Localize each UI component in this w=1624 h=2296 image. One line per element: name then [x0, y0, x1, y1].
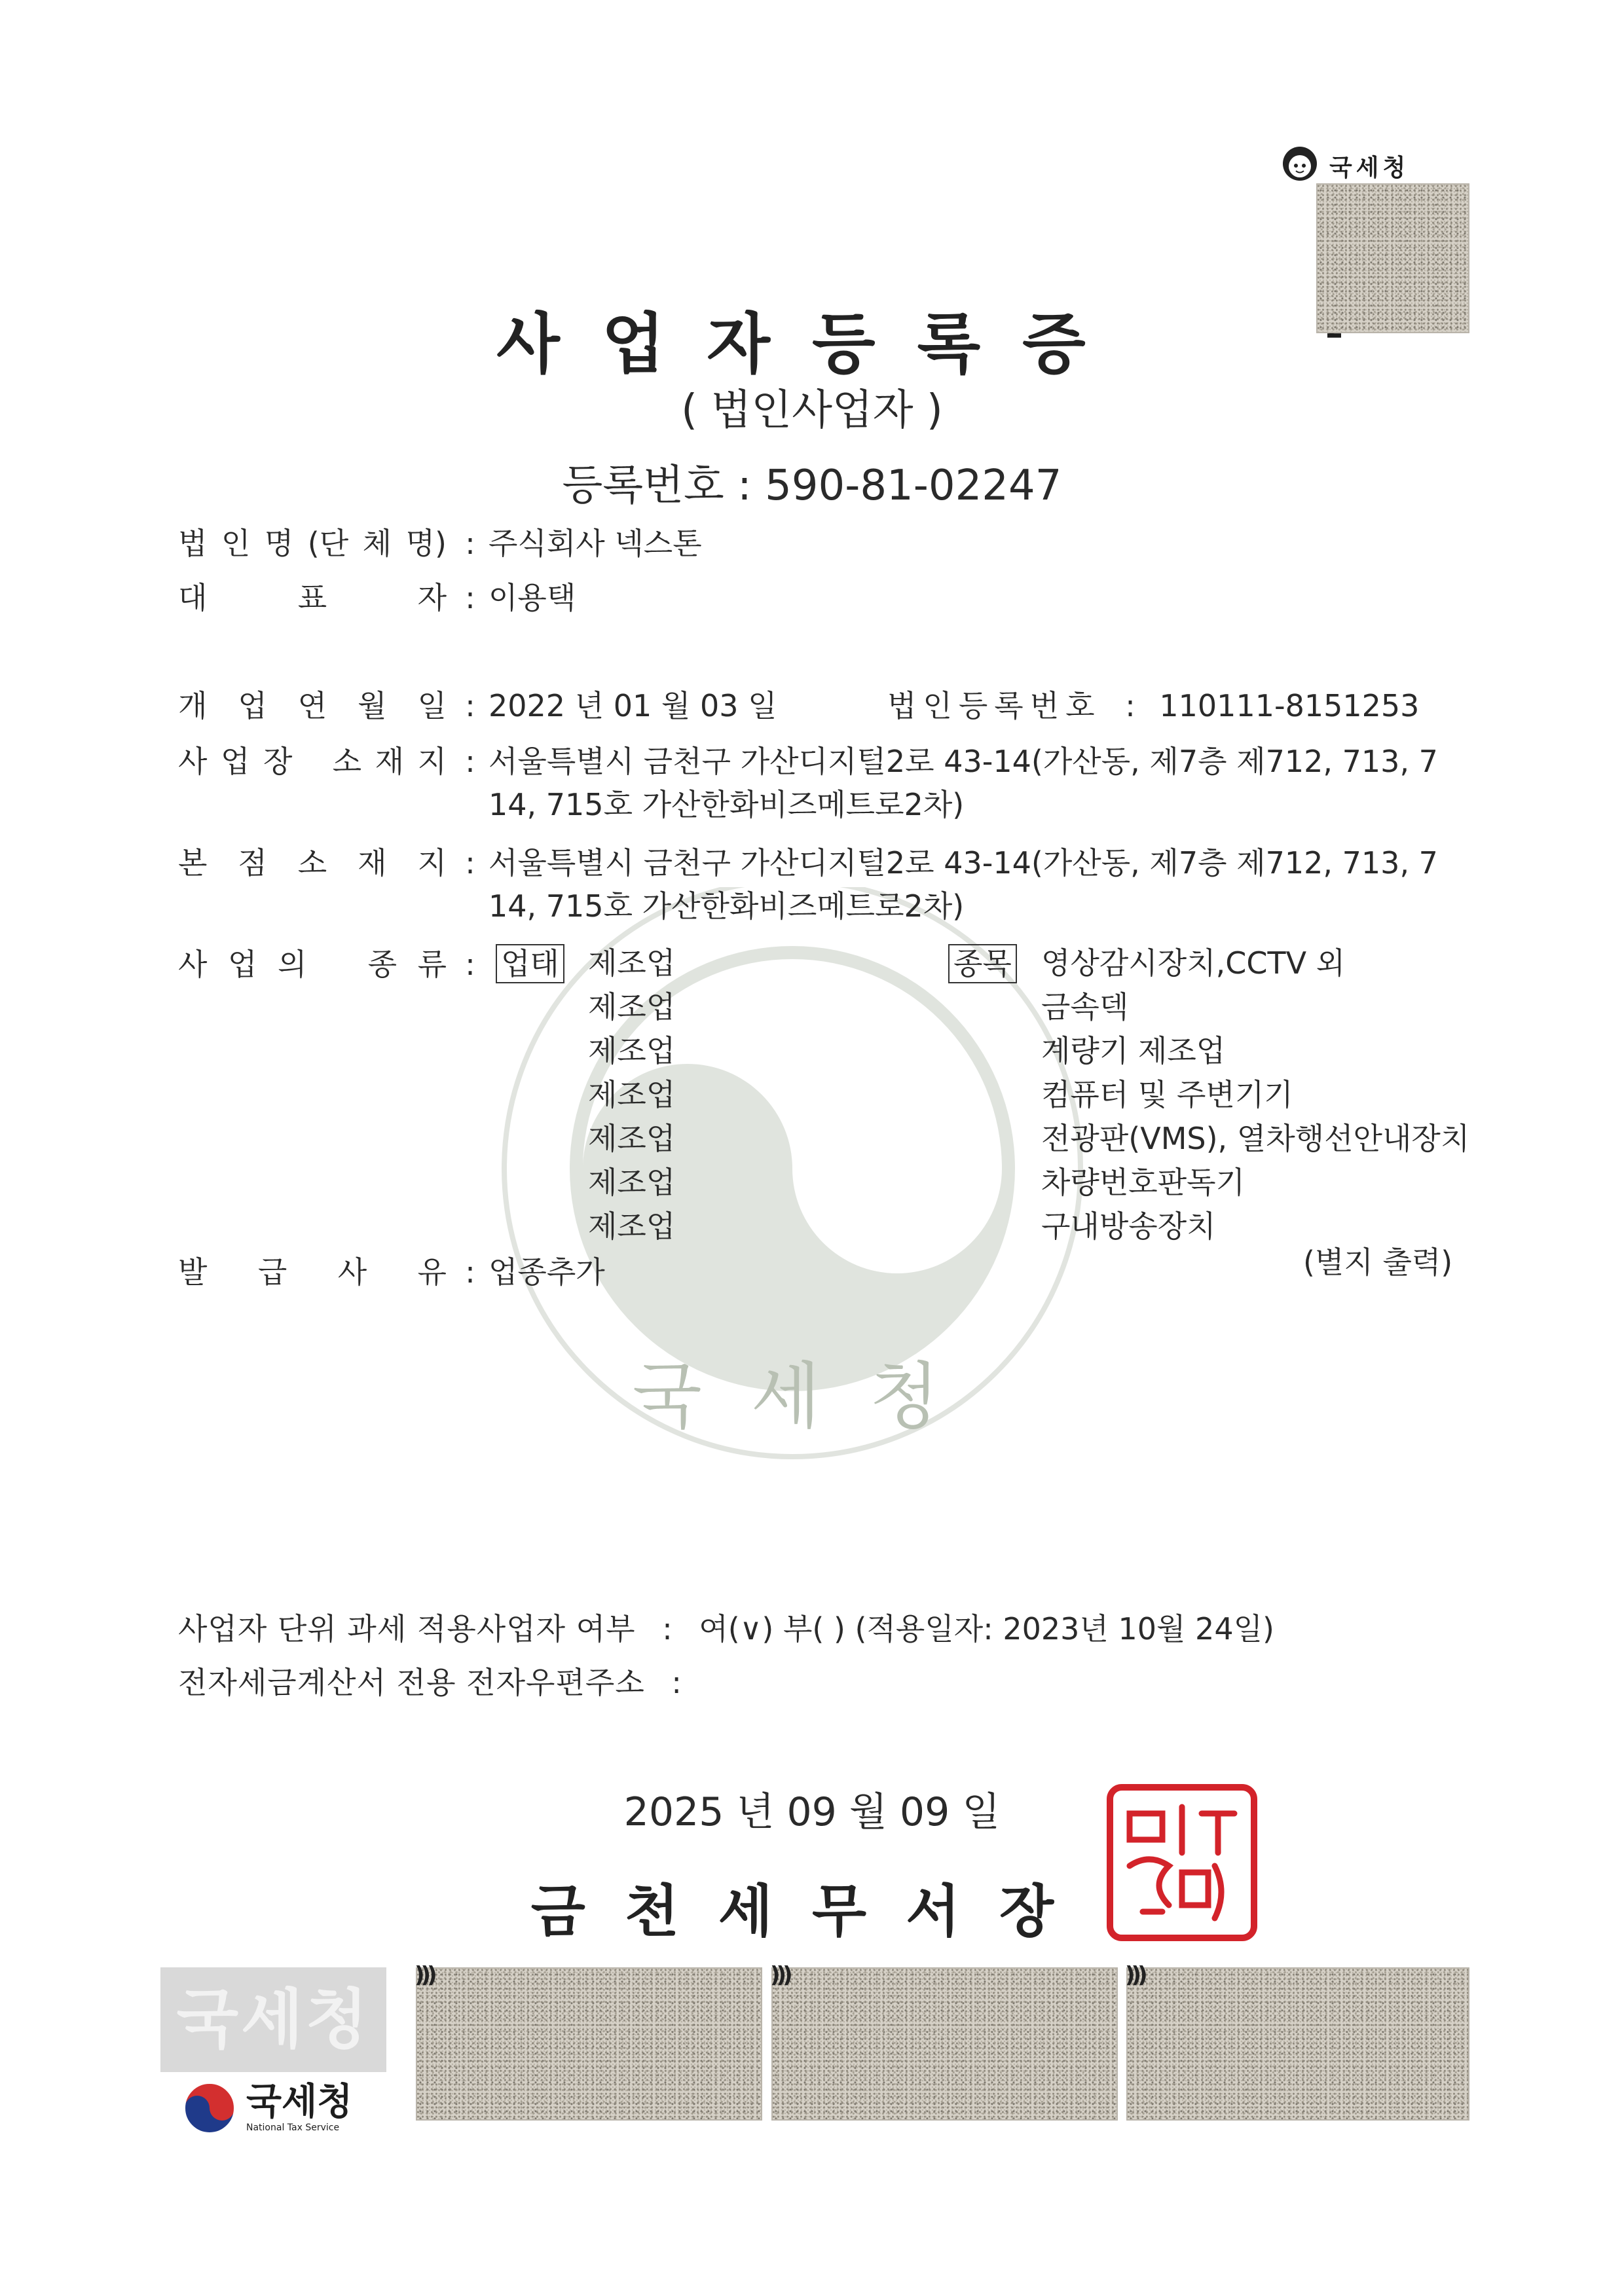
registration-colon: : [737, 462, 766, 510]
code-spiral-icon: ))) [415, 1962, 434, 1988]
business-category-item: 제조업 [588, 1121, 676, 1156]
official-seal-stamp [1103, 1781, 1261, 1944]
issue-reason-value: 업종추가 [489, 1254, 605, 1290]
qr-agency-label: 국세청 [1329, 155, 1410, 181]
corp-reg-label: 법인등록번호 [887, 688, 1101, 723]
row-open-date: 개 업 연 월 일 : 2022 년 01 월 03 일 [178, 684, 777, 727]
business-category-item: 제조업 [588, 1209, 676, 1244]
business-category-item: 제조업 [588, 1033, 676, 1068]
nts-emblem-icon [183, 2082, 236, 2134]
nts-logo-name: 국세청 [246, 2081, 353, 2123]
nts-logo-emboss-text: 국세청 [176, 1982, 371, 2057]
corp-reg-group: 법인등록번호 : 110111-8151253 [887, 688, 1420, 723]
verification-code-3 [1125, 1962, 1469, 2121]
business-category-item: 제조업 [588, 989, 676, 1025]
row-business-type: 사 업 의 종 류 : [178, 943, 483, 986]
issue-date: 2025 년 09 월 09 일 [623, 1789, 1001, 1835]
open-date-label: 개 업 연 월 일 [178, 688, 447, 723]
business-category-item: 제조업 [588, 1165, 676, 1200]
row-representative: 대 표 자 : 이용택 [178, 576, 576, 619]
registration-value: 590-81-02247 [765, 462, 1062, 510]
verification-code-2 [770, 1962, 1118, 2121]
issue-reason-label: 발 급 사 유 [178, 1254, 447, 1290]
code-spiral-icon: ))) [1125, 1962, 1144, 1988]
row-issue-reason: 발 급 사 유 : 업종추가 [178, 1250, 605, 1294]
hq-address-value: 서울특별시 금천구 가산디지털2로 43-14(가산동, 제7층 제712, 713, 7 14, 715호 가산한화비즈메트로2차) [489, 845, 1438, 924]
tax-unit-value: 여(∨) 부( ) (적용일자: 2023년 10월 24일) [699, 1611, 1274, 1647]
row-corp-name: 법 인 명 (단 체 명) : 주식회사 넥스톤 [178, 522, 702, 565]
corp-name-value: 주식회사 넥스톤 [489, 526, 702, 561]
row-business-address: 사 업 장 소 재 지 : 서울특별시 금천구 가산디지털2로 43-14(가산동, 제7층 제712, 713, 7 14, 715호 가산한화비즈메트로2차) [178, 740, 1438, 826]
business-item: 계량기 제조업 [1041, 1033, 1226, 1068]
business-type-label: 사 업 의 종 류 [178, 947, 447, 982]
registration-number-line [0, 452, 1624, 512]
open-date-value: 2022 년 01 월 03 일 [489, 688, 777, 723]
business-address-value: 서울특별시 금천구 가산디지털2로 43-14(가산동, 제7층 제712, 713, 7 14, 715호 가산한화비즈메트로2차) [489, 744, 1438, 822]
nts-logo [183, 2082, 352, 2134]
registration-label: 등록번호 [562, 462, 724, 510]
business-item: 전광판(VMS), 열차행선안내장치 [1041, 1121, 1470, 1156]
watermark-text: 국 세 청 [632, 1355, 953, 1438]
representative-label: 대 표 자 [178, 580, 447, 615]
nts-mascot-icon [1280, 144, 1320, 183]
business-item: 컴퓨터 및 주변기기 [1041, 1077, 1293, 1112]
row-hq-address: 본 점 소 재 지 : 서울특별시 금천구 가산디지털2로 43-14(가산동, 제7층 제712, 713, 7 14, 715호 가산한화비즈메트로2차) [178, 841, 1438, 928]
business-item: 차량번호판독기 [1041, 1165, 1246, 1200]
row-tax-unit: 사업자 단위 과세 적용사업자 여부 : 여(∨) 부( ) (적용일자: 2023년 10월 24일) [178, 1611, 1274, 1647]
document-subtitle: ( 법인사업자 ) [681, 386, 943, 435]
document-title: 사업자등록증 [496, 306, 1128, 382]
business-item: 금속덱 [1041, 989, 1129, 1025]
corp-reg-value: 110111-8151253 [1159, 688, 1420, 723]
nts-logo-subtitle: National Tax Service [246, 2123, 340, 2133]
representative-value: 이용택 [489, 580, 576, 615]
business-category-item: 제조업 [588, 1077, 676, 1112]
email-label: 전자세금계산서 전용 전자우편주소 [178, 1665, 645, 1700]
business-item: 구내방송장치 [1041, 1209, 1216, 1244]
code-spiral-icon: ))) [770, 1962, 789, 1988]
issuing-office: 금천세무서장 [530, 1879, 1094, 1944]
row-email: 전자세금계산서 전용 전자우편주소 : [178, 1665, 682, 1700]
business-category-list [588, 941, 675, 1248]
nts-logo-box [160, 1967, 386, 2072]
business-item-list [1041, 941, 1469, 1248]
business-item-box: 종목 [948, 944, 1017, 983]
verification-code-1 [415, 1962, 762, 2121]
corp-name-label: 법 인 명 (단 체 명) [178, 526, 447, 561]
business-category-box: 업태 [496, 944, 564, 983]
business-address-label: 사 업 장 소 재 지 [178, 744, 447, 779]
business-item: 영상감시장치,CCTV 외 [1041, 945, 1346, 981]
separate-print-note: (별지 출력) [1303, 1245, 1453, 1280]
business-category-item: 제조업 [588, 945, 676, 981]
tax-unit-label: 사업자 단위 과세 적용사업자 여부 [178, 1611, 636, 1647]
hq-address-label: 본 점 소 재 지 [178, 845, 447, 881]
